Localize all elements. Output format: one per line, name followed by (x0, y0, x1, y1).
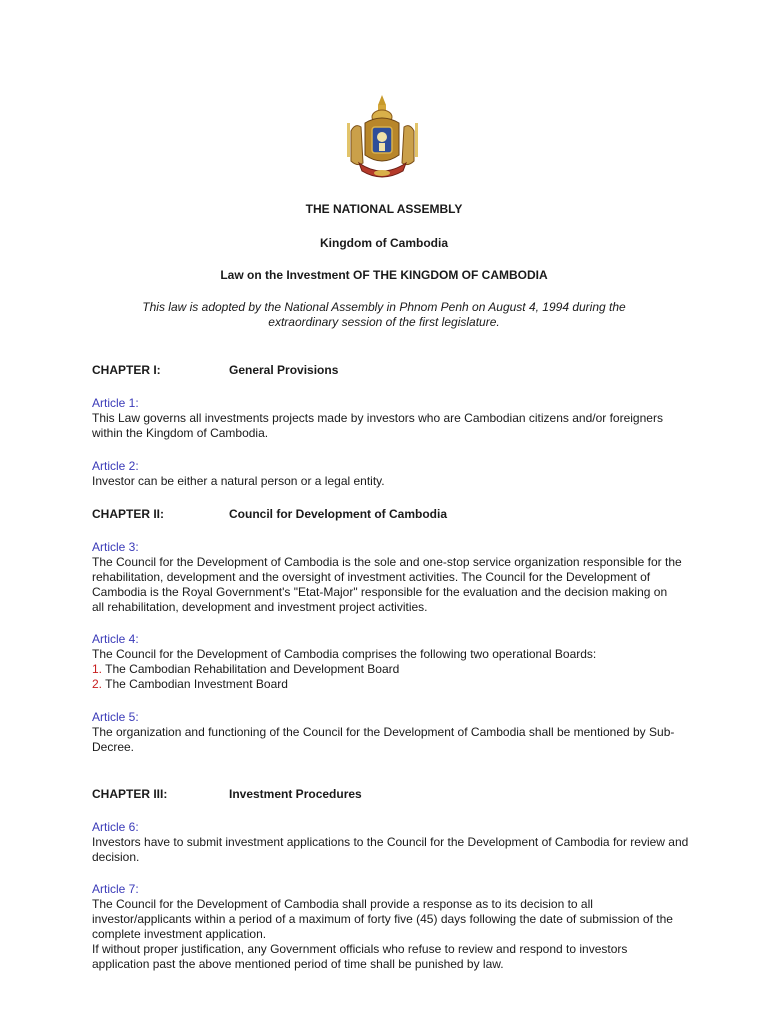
assembly-heading: THE NATIONAL ASSEMBLY (305, 202, 463, 216)
list-number: 1. (92, 662, 103, 676)
chapter-3-heading (92, 787, 362, 801)
chapter-label: CHAPTER I: (92, 363, 161, 377)
article-text: This Law governs all investments projects made by investors who are Cambodian citizens and/or foreigners within the Kingdom of Cambodia. (92, 411, 663, 440)
article-7 (92, 882, 677, 972)
chapter-title: Council for Development of Cambodia (229, 507, 448, 521)
article-label: Article 7: (92, 882, 139, 896)
chapter-label: CHAPTER III: (92, 787, 168, 801)
chapter-label: CHAPTER II: (92, 507, 164, 521)
royal-emblem-icon (345, 93, 420, 179)
article-label: Article 5: (92, 710, 139, 724)
list-item (92, 677, 692, 692)
article-label: Article 6: (92, 820, 139, 834)
chapter-1-heading (92, 363, 339, 377)
chapter-title: Investment Procedures (229, 787, 362, 801)
article-label: Article 3: (92, 540, 139, 554)
law-title: Law on the Investment OF THE KINGDOM OF CAMBODIA (220, 268, 548, 282)
chapter-2-heading (92, 507, 448, 521)
article-text: The organization and functioning of the Council for the Development of Cambodia shall be mentioned by Sub-Decree. (92, 725, 675, 754)
article-5 (92, 710, 677, 755)
article-1 (92, 396, 692, 441)
kingdom-heading: Kingdom of Cambodia (320, 236, 448, 250)
article-text: Investor can be either a natural person or a legal entity. (92, 474, 385, 488)
article-6 (92, 820, 692, 865)
article-text: The Council for the Development of Cambodia shall provide a response as to its decision to all investor/applicants within a period of a maximum of forty five (45) days following the date of submission of the complete investment application. (92, 897, 673, 941)
list-item (92, 662, 692, 677)
article-text-continued: If without proper justification, any Government officials who refuse to review and respond to investors application past the above mentioned period of time shall be punished by law. (92, 942, 628, 971)
article-label: Article 1: (92, 396, 139, 410)
article-label: Article 2: (92, 459, 139, 473)
article-3 (92, 540, 682, 615)
article-text: Investors have to submit investment applications to the Council for the Development of Cambodia for review and decision. (92, 835, 689, 864)
article-2 (92, 459, 692, 489)
article-text: The Council for the Development of Cambodia is the sole and one-stop service organization responsible for the rehabilitation, development and the oversight of investment activities. The Council for the Development of Cambodia is the Royal Government's "Etat-Major" responsible for the evaluation and the decision making on all rehabilitation, development and investment project activities. (92, 555, 682, 614)
list-item-text: The Cambodian Rehabilitation and Development Board (105, 662, 400, 676)
chapter-title: General Provisions (229, 363, 339, 377)
article-text: The Council for the Development of Cambodia comprises the following two operational Boards: (92, 647, 597, 661)
article-4 (92, 632, 692, 692)
list-number: 2. (92, 677, 103, 691)
list-item-text: The Cambodian Investment Board (105, 677, 288, 691)
article-label: Article 4: (92, 632, 139, 646)
adoption-note: This law is adopted by the National Assembly in Phnom Penh on August 4, 1994 during the extraordinary session of the first legislature. (142, 300, 626, 329)
